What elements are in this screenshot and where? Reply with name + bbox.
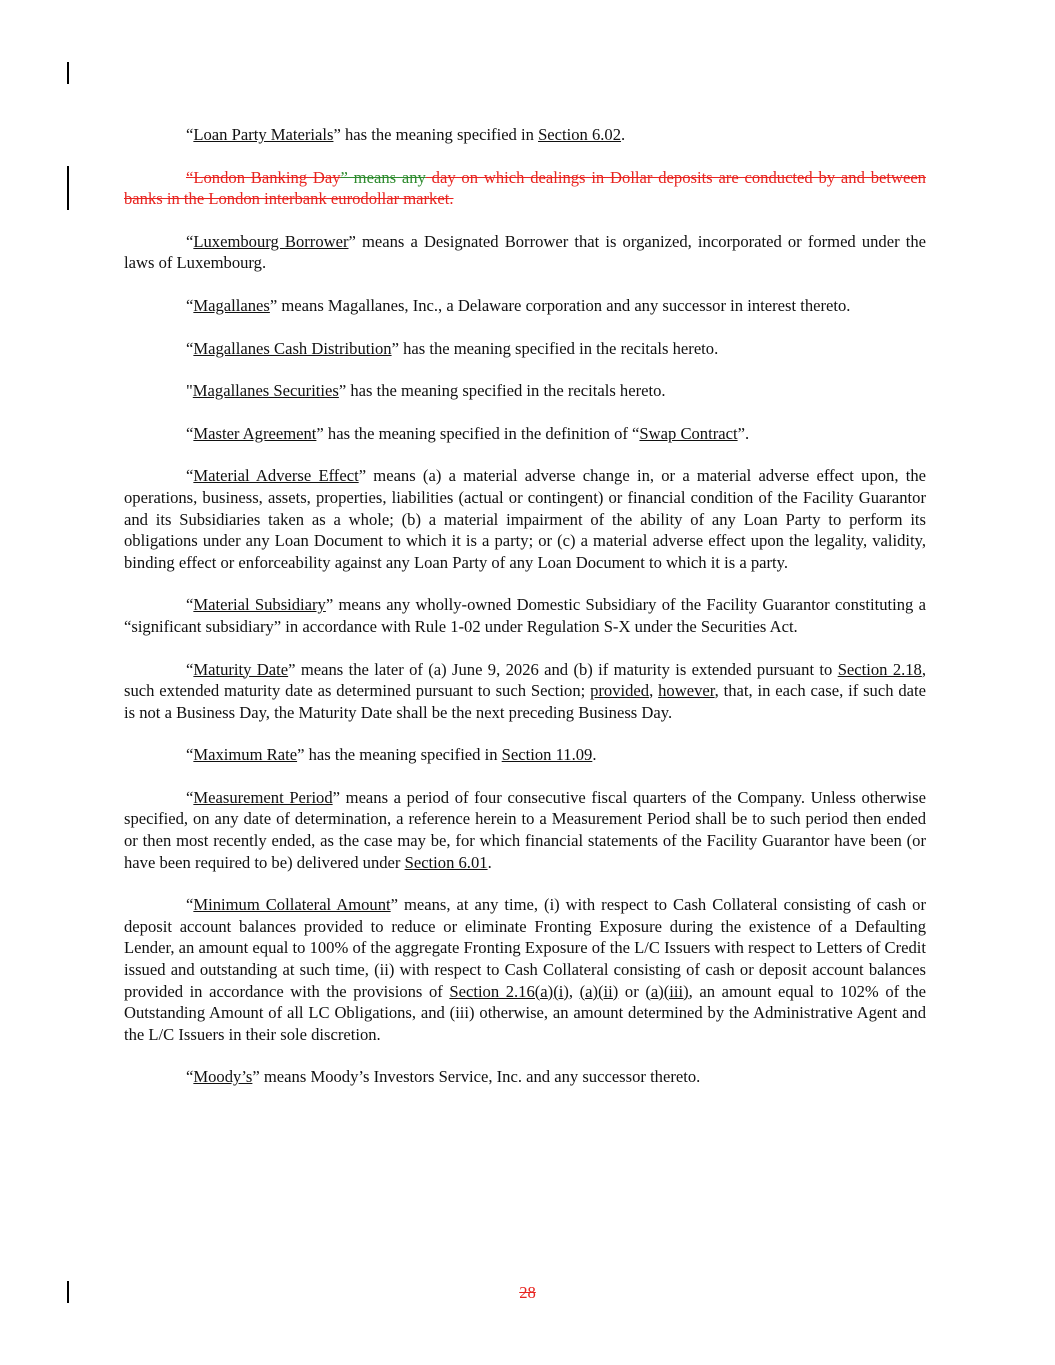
provided-term: provided <box>590 681 650 701</box>
term-reference: Swap Contract <box>639 423 738 443</box>
section-reference: Section 2.18 <box>837 659 922 679</box>
section-reference: Section 6.02 <box>538 125 622 144</box>
def-material-adverse-effect: “Material Adverse Effect” means (a) a material adverse change in, or a material adverse effect upon, the operations, business, assets, properties, liabilities (actual or contingent) or financial condition of the Facility Guarantor and its Subsidiaries taken as a whole; (b) a material impairment of the ability of any Loan Party to perform its obligations under any Loan Document to which it is a party; or (c) a material adverse effect upon the legality, validity, binding effect or enforceability against any Loan Party of any Loan Document to which it is a party. <box>124 466 927 572</box>
section-reference: Section 2.16(a)(i) <box>449 981 569 1001</box>
def-maximum-rate: “Maximum Rate” has the meaning specified in Section 11.09. <box>186 745 597 765</box>
defined-term: Loan Party Materials <box>193 125 334 144</box>
defined-term: Moody’s <box>193 1067 253 1087</box>
defined-term: Measurement Period <box>193 787 333 807</box>
def-luxembourg-borrower: “Luxembourg Borrower” means a Designated Borrower that is organized, incorporated or formed under the laws of Luxembourg. <box>124 231 926 273</box>
page-number: 28 <box>519 1283 536 1302</box>
defined-term: Luxembourg Borrower <box>193 231 349 251</box>
section-reference: Section 11.09 <box>501 745 593 765</box>
defined-term: Master Agreement <box>193 423 317 443</box>
def-master-agreement: “Master Agreement” has the meaning specified in the definition of “Swap Contract”. <box>186 423 750 443</box>
defined-term: Magallanes Cash Distribution <box>193 338 392 358</box>
however-term: however <box>658 681 715 701</box>
section-reference: (a)(ii) <box>579 981 619 1001</box>
defined-term: Magallanes <box>193 295 270 315</box>
def-maturity-date: “Maturity Date” means the later of (a) June 9, 2026 and (b) if maturity is extended pursuant to Section 2.18, such extended maturity date as determined pursuant to such Section; provided, however, that, in each case, if such date is not a Business Day, the Maturity Date shall be the next preceding Business Day. <box>124 659 927 722</box>
def-london-banking-day-deleted: “London Banking Day” means any day on which dealings in Dollar deposits are conducted by and between banks in the London interbank eurodollar market. <box>124 167 926 209</box>
section-reference: (a)(iii) <box>645 981 689 1001</box>
change-bar-london <box>67 166 69 210</box>
defined-term: Minimum Collateral Amount <box>193 895 391 915</box>
def-moodys: “Moody’s” means Moody’s Investors Service, Inc. and any successor thereto. <box>186 1067 701 1087</box>
change-bar-top <box>67 62 69 84</box>
def-material-subsidiary: “Material Subsidiary” means any wholly-owned Domestic Subsidiary of the Facility Guarantor constituting a “significant subsidiary” in accordance with Rule 1-02 under Regulation S-X under the Securities Act. <box>124 595 926 636</box>
defined-term: Maximum Rate <box>193 745 298 765</box>
document-body <box>124 124 926 1109</box>
defined-term: Material Adverse Effect <box>193 466 359 486</box>
defined-term: London Banking Day <box>193 167 341 187</box>
def-measurement-period: “Measurement Period” means a period of four consecutive fiscal quarters of the Company. Unless otherwise specified, on any date of determination, a reference herein to a Measurement Period shall be to such period then ended or then most recently ended, as the case may be, for which financial statements of the Facility Guarantor have been (or have been required to be) delivered under Section 6.01. <box>124 787 926 872</box>
def-magallanes-securities: "Magallanes Securities” has the meaning specified in the recitals hereto. <box>186 381 666 401</box>
defined-term: Magallanes Securities <box>192 381 339 401</box>
def-minimum-collateral-amount: “Minimum Collateral Amount” means, at any time, (i) with respect to Cash Collateral consisting of cash or deposit account balances provided to reduce or eliminate Fronting Exposure during the existence of a Defaulting Lender, an amount equal to 100% of the aggregate Fronting Exposure of the L/C Issuers with respect to Letters of Credit issued and outstanding at such time, (ii) with respect to Cash Collateral consisting of cash or deposit account balances provided in accordance with the provisions of Section 2.16(a)(i), (a)(ii) or (a)(iii), an amount equal to 102% of the Outstanding Amount of all LC Obligations, and (iii) otherwise, an amount determined by the Administrative Agent and the L/C Issuers in their sole discretion. <box>124 895 927 1044</box>
def-magallanes: “Magallanes” means Magallanes, Inc., a Delaware corporation and any successor in interest thereto. <box>186 295 851 315</box>
def-magallanes-cash-distribution: “Magallanes Cash Distribution” has the meaning specified in the recitals hereto. <box>186 338 719 358</box>
section-reference: Section 6.01 <box>404 852 488 872</box>
defined-term: Maturity Date <box>193 659 289 679</box>
defined-term: Material Subsidiary <box>193 595 326 615</box>
def-loan-party-materials: “Loan Party Materials” has the meaning specified in Section 6.02. <box>186 125 626 144</box>
